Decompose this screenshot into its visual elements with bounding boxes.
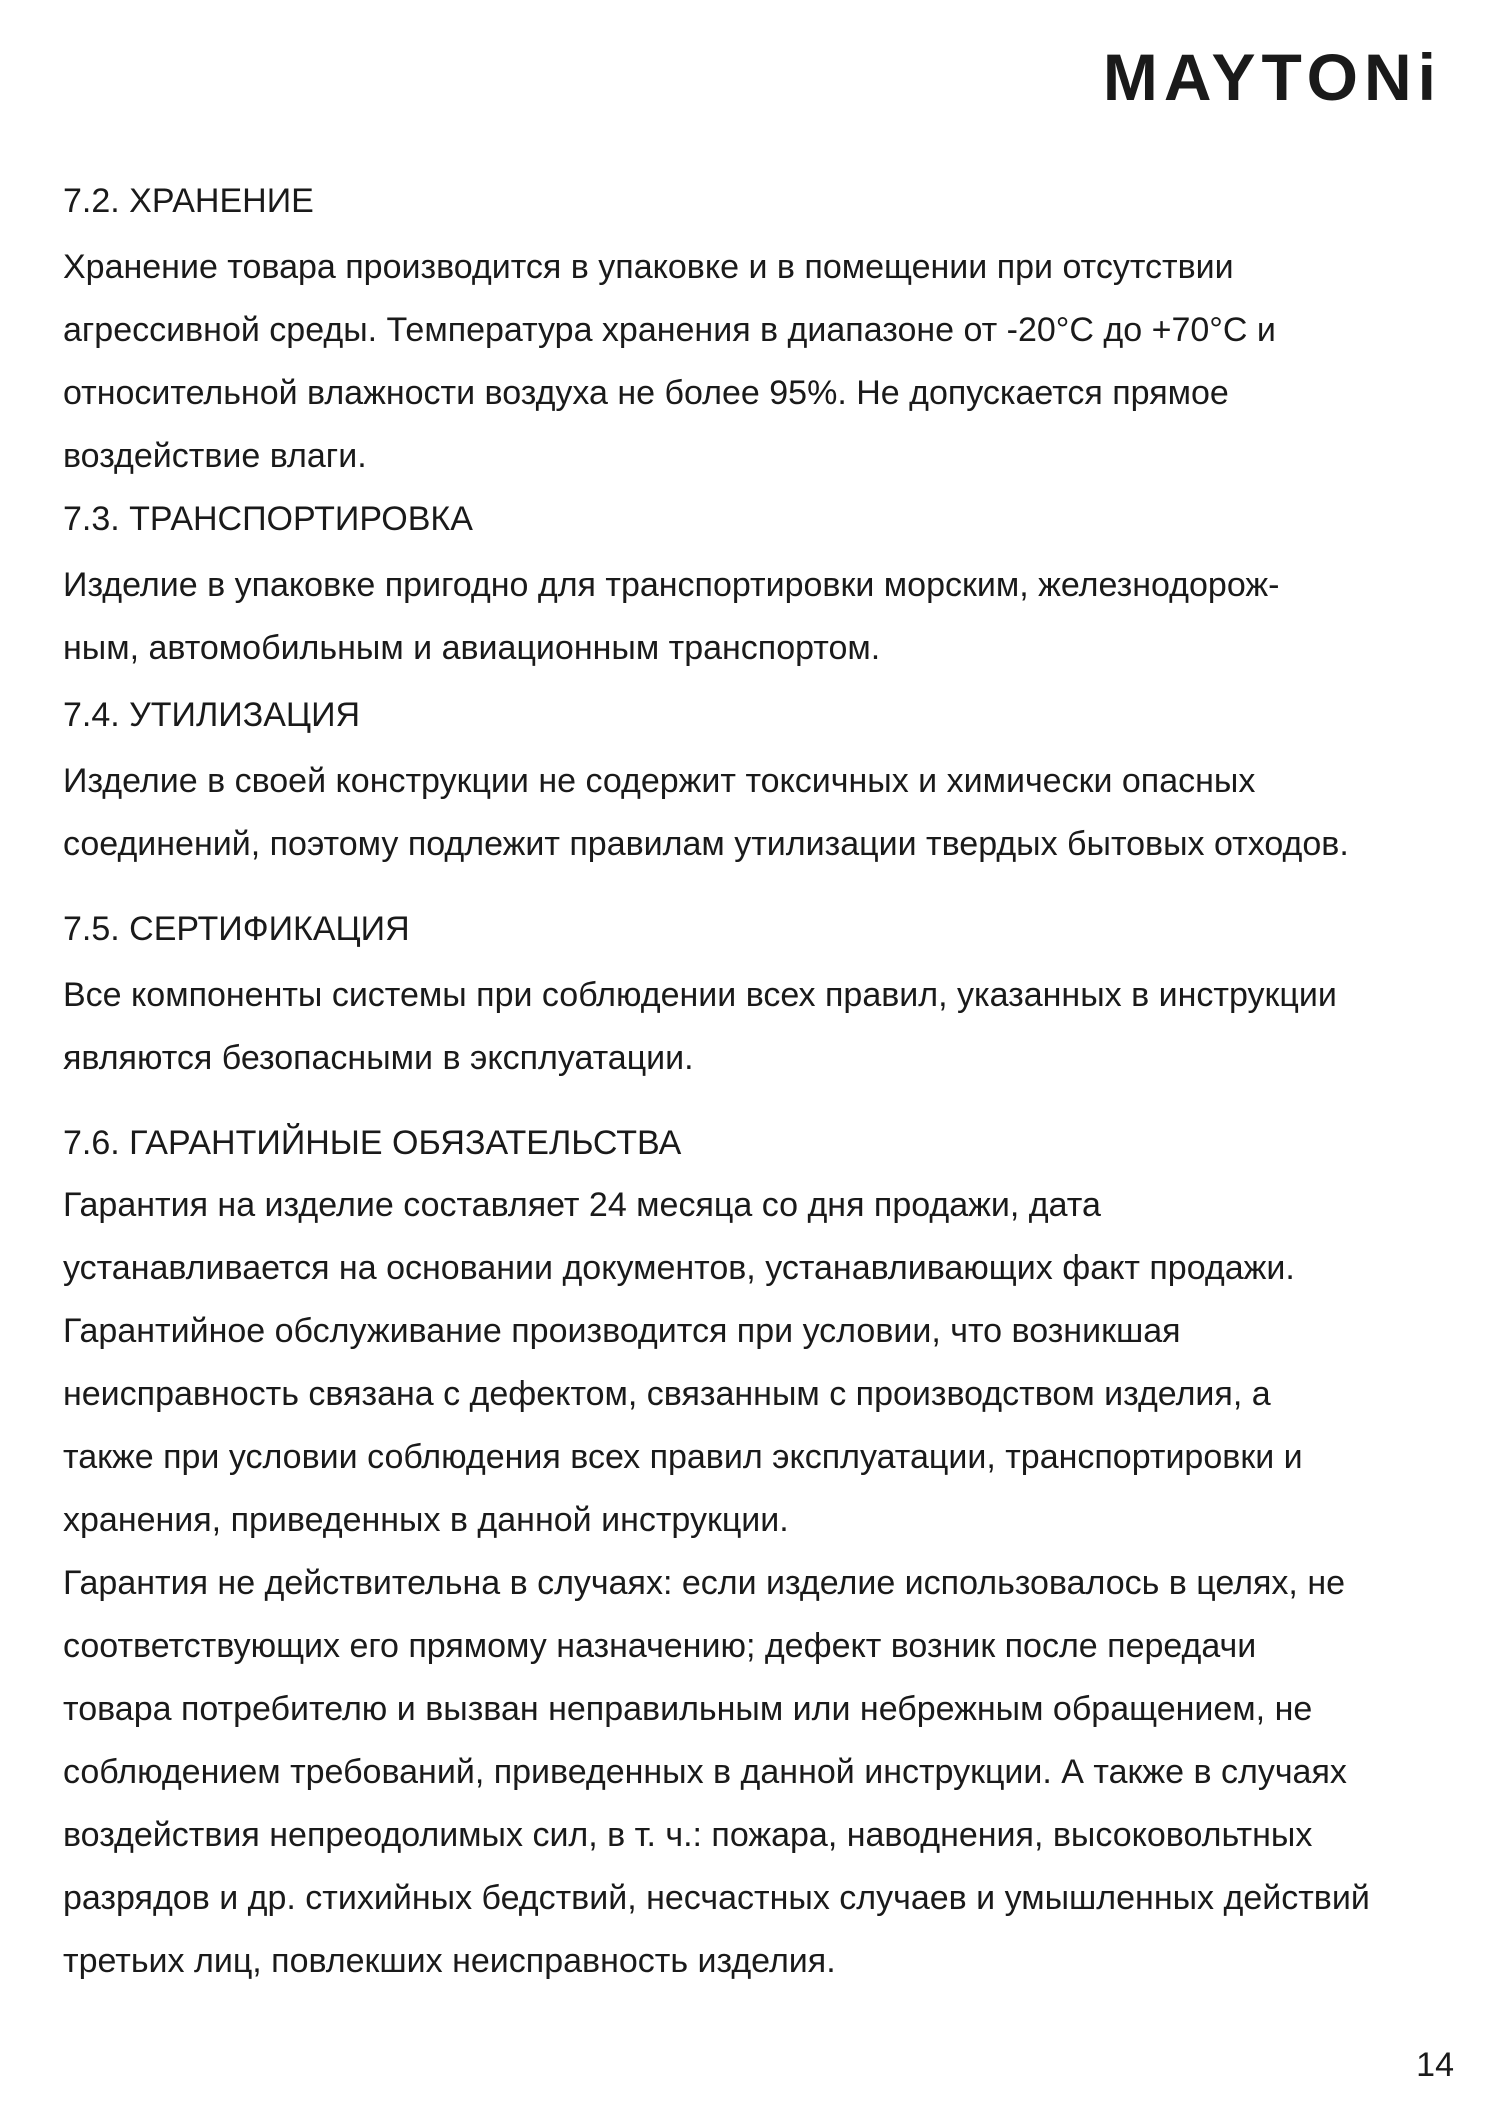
section-heading: 7.2. ХРАНЕНИЕ [63,182,314,220]
paragraph-line: воздействия непреодолимых сил, в т. ч.: пожара, наводнения, высоковольтных [63,1816,1313,1854]
section-certification [63,898,1483,1090]
paragraph-line: хранения, приведенных в данной инструкции. [63,1501,789,1539]
brand-logo [1084,38,1444,108]
paragraph-line: Изделие в упаковке пригодно для транспортировки морским, железнодорож- [63,566,1280,604]
section-heading: 7.4. УТИЛИЗАЦИЯ [63,696,361,734]
page-number: 14 [1416,2046,1454,2084]
paragraph-line: соединений, поэтому подлежит правилам утилизации твердых бытовых отходов. [63,825,1349,863]
paragraph-line: также при условии соблюдения всех правил эксплуатации, транспортировки и [63,1438,1303,1476]
paragraph-line: Гарантийное обслуживание производится при условии, что возникшая [63,1312,1181,1350]
section-heading: 7.5. СЕРТИФИКАЦИЯ [63,910,410,948]
paragraph-line: неисправность связана с дефектом, связанным с производством изделия, а [63,1375,1271,1413]
paragraph-line: Гарантия не действительна в случаях: если изделие использовалось в целях, не [63,1564,1346,1602]
paragraph-line: агрессивной среды. Температура хранения в диапазоне от -20°С до +70°С и [63,311,1276,349]
logo-wordmark: MAYTONi [1102,40,1442,108]
document-body [63,170,1483,1993]
paragraph-line: Хранение товара производится в упаковке и в помещении при отсутствии [63,248,1234,286]
paragraph-line: являются безопасными в эксплуатации. [63,1039,694,1077]
paragraph-line: Гарантия на изделие составляет 24 месяца со дня продажи, дата [63,1186,1101,1224]
section-disposal [63,684,1483,876]
paragraph-line: товара потребителю и вызван неправильным или небрежным обращением, не [63,1690,1313,1728]
paragraph-line: ным, автомобильным и авиационным транспортом. [63,629,881,667]
paragraph-line: разрядов и др. стихийных бедствий, несчастных случаев и умышленных действий [63,1879,1370,1917]
section-transportation [63,488,1483,680]
section-warranty [63,1112,1483,1993]
section-heading: 7.6. ГАРАНТИЙНЫЕ ОБЯЗАТЕЛЬСТВА [63,1124,682,1162]
paragraph-line: Изделие в своей конструкции не содержит токсичных и химически опасных [63,762,1256,800]
paragraph-line: относительной влажности воздуха не более 95%. Не допускается прямое [63,374,1229,412]
paragraph-line: Все компоненты системы при соблюдении всех правил, указанных в инструкции [63,976,1337,1014]
paragraph-line: устанавливается на основании документов, устанавливающих факт продажи. [63,1249,1295,1287]
paragraph-line: третьих лиц, повлекших неисправность изделия. [63,1942,836,1980]
paragraph-line: соответствующих его прямому назначению; дефект возник после передачи [63,1627,1257,1665]
section-storage [63,170,1483,488]
paragraph-line: соблюдением требований, приведенных в данной инструкции. А также в случаях [63,1753,1347,1791]
paragraph-line: воздействие влаги. [63,437,367,475]
section-heading: 7.3. ТРАНСПОРТИРОВКА [63,500,473,538]
